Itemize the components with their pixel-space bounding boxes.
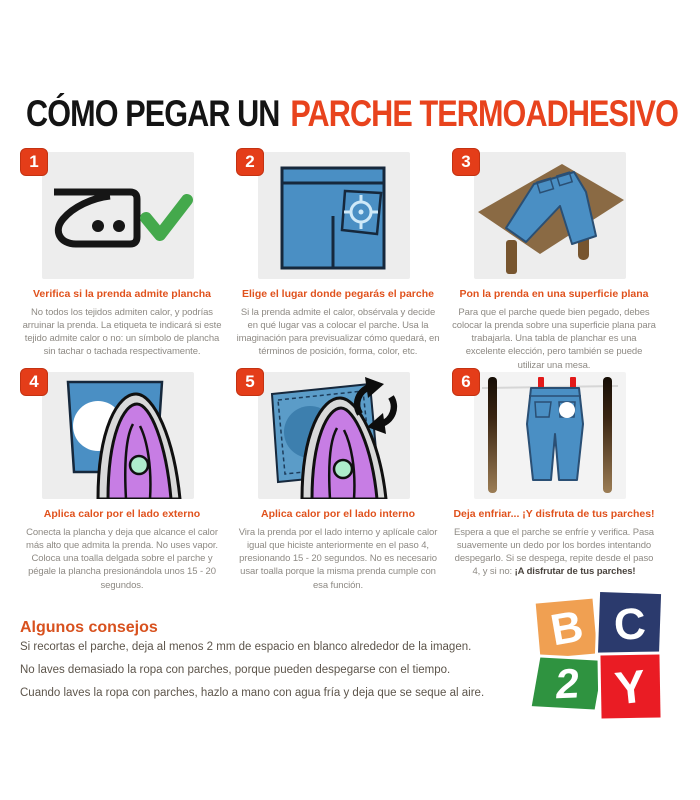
step-2-number-badge — [236, 148, 264, 176]
step-6-description-text: Espera a que el parche se enfríe y verifica. Pasa suavemente un dedo por los bordes intentando despegarlo. Si se despega, repite desde el paso 4, y si no: — [454, 526, 654, 578]
step-6-description — [452, 526, 656, 579]
title-orange-part: PARCHE TERMOADHESIVO — [290, 92, 679, 135]
step-1-title: Verifica si la prenda admite plancha — [33, 288, 211, 300]
step-1-description: No todos los tejidos admiten calor, y podrías arruinar la prenda. La etiqueta te indicará si este tejido admite calor o no: un símbolo de plancha sin tachar o tachada respectivamente. — [22, 306, 222, 358]
step-number: 3 — [461, 152, 471, 171]
garment-with-target-placement-icon — [258, 152, 410, 279]
step-1-illustration-panel — [42, 152, 194, 279]
step-card-3 — [448, 148, 660, 371]
step-5-description: Vira la prenda por el lado interno y aplícale calor igual que hiciste anteriormente en el paso 4, presionando 15 - 20 segundos. No es necesario usar toalla porque la misma prenda cumple con esa función. — [238, 526, 438, 591]
step-6-number-badge — [452, 368, 480, 396]
bc2y-logo — [535, 592, 667, 714]
step-number: 1 — [29, 152, 39, 171]
step-5-title: Aplica calor por el lado interno — [260, 508, 416, 520]
step-6-illustration-panel — [474, 372, 626, 499]
step-4-illustration-panel — [42, 372, 194, 499]
tip-item-3: Cuando laves la ropa con parches, hazlo a mano con agua fría y deja que se seque al aire. — [20, 687, 485, 699]
iron-on-inner-side-flip-icon — [258, 372, 410, 499]
tips-list — [20, 636, 540, 705]
step-number: 2 — [245, 152, 255, 171]
tip-item-1: Si recortas el parche, deja al menos 2 mm de espacio en blanco alrededor de la imagen. — [20, 641, 472, 653]
step-5-number-badge — [236, 368, 264, 396]
step-6-description-bold: ¡A disfrutar de tus parches! — [514, 566, 636, 578]
logo-letter-y: Y — [612, 659, 649, 714]
step-4-title: Aplica calor por el lado externo — [43, 508, 201, 520]
tip-item-2: No laves demasiado la ropa con parches, porque pueden despegarse con el tiempo. — [20, 664, 451, 676]
title-black-part: CÓMO PEGAR UN — [26, 92, 280, 135]
logo-letter-b: B — [546, 601, 587, 655]
logo-letter-c: C — [612, 598, 647, 650]
step-3-description: Para que el parche quede bien pegado, debes colocar la prenda sobre una superficie plana para trabajarla. Una tabla de planchar es una excelente elección, pero también se puede utilizar una mesa. — [452, 306, 656, 371]
step-card-4 — [16, 368, 228, 591]
tips-heading: Algunos consejos — [20, 619, 158, 637]
logo-tile-2 — [532, 658, 603, 710]
iron-on-outer-side-icon — [42, 372, 194, 499]
step-card-5 — [232, 368, 444, 591]
jeans-on-clothesline-icon — [474, 372, 626, 499]
step-card-2 — [232, 148, 444, 368]
steps-grid — [16, 148, 684, 591]
step-card-6 — [448, 368, 660, 588]
logo-tile-y — [600, 654, 660, 718]
step-2-illustration-panel — [258, 152, 410, 279]
step-3-title: Pon la prenda en una superficie plana — [459, 288, 649, 300]
step-card-1 — [16, 148, 228, 368]
step-1-number-badge — [20, 148, 48, 176]
jeans-on-table-icon — [474, 152, 626, 279]
page-title — [26, 93, 678, 136]
logo-tile-b — [536, 599, 598, 659]
step-4-number-badge — [20, 368, 48, 396]
step-number: 4 — [29, 372, 39, 391]
step-4-description: Conecta la plancha y deja que alcance el calor más alto que admita la prenda. No uses vapor. Coloca una toalla delgada sobre el parche y pégale la plancha presionándola unos 15 - 20 segundos. — [26, 526, 218, 591]
logo-letter-2: 2 — [553, 659, 582, 707]
step-5-illustration-panel — [258, 372, 410, 499]
step-3-number-badge — [452, 148, 480, 176]
step-2-title: Elige el lugar donde pegarás el parche — [242, 288, 434, 300]
step-number: 6 — [461, 372, 471, 391]
step-2-description: Si la prenda admite el calor, obsérvala y decide en qué lugar vas a colocar el parche. Usa la imaginación para previsualizar cómo quedará, en términos de posición, forma, color, etc. — [236, 306, 440, 358]
step-3-illustration-panel — [474, 152, 626, 279]
step-6-title: Deja enfriar... ¡Y disfruta de tus parches! — [453, 508, 655, 520]
step-number: 5 — [245, 372, 255, 391]
care-label-iron-and-checkmark-icon — [42, 152, 194, 279]
logo-tile-c — [598, 592, 661, 657]
